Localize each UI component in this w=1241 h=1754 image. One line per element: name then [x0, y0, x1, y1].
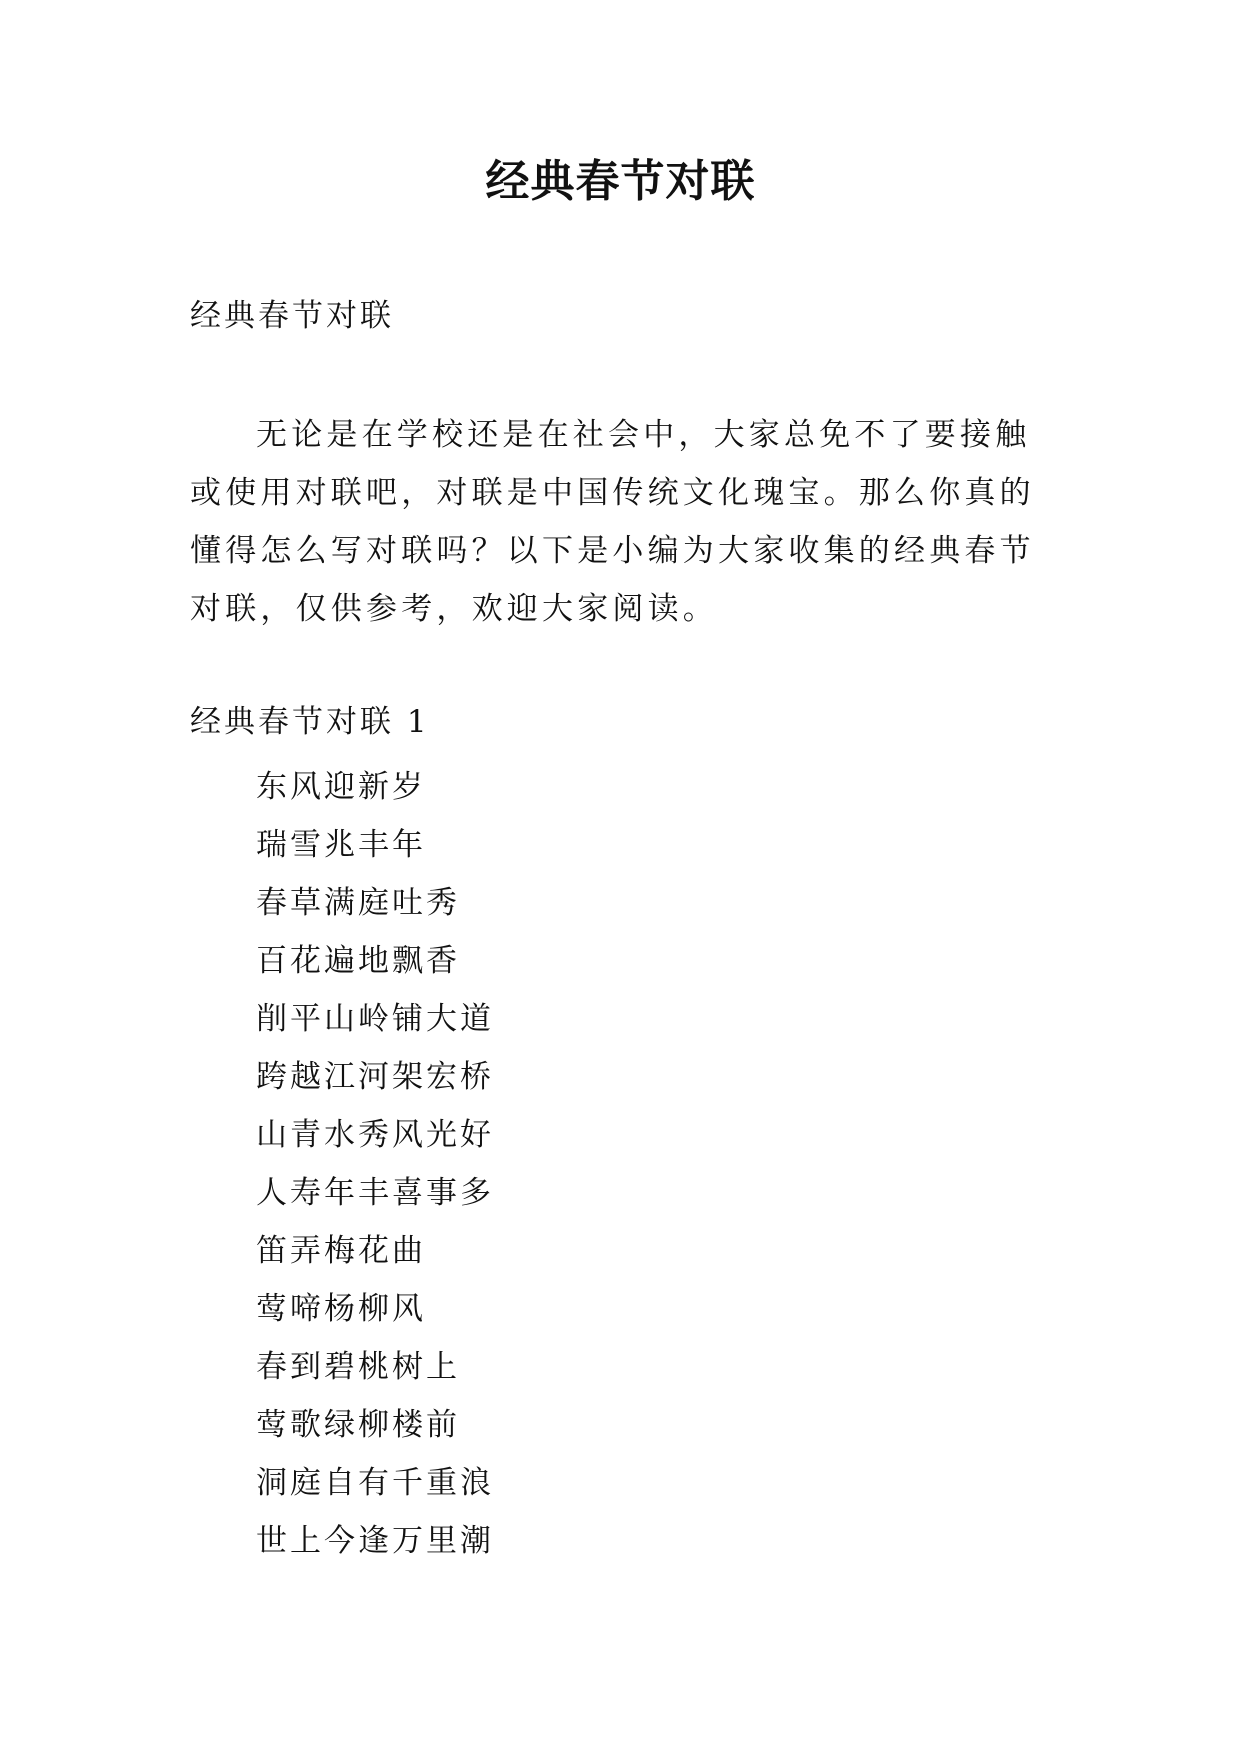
couplet-line: 莺歌绿柳楼前 [256, 1407, 460, 1443]
couplet-line: 东风迎新岁 [256, 769, 426, 805]
couplet-line: 春草满庭吐秀 [256, 885, 460, 921]
document-title: 经典春节对联 [485, 156, 756, 207]
couplet-line: 山青水秀风光好 [256, 1117, 494, 1153]
document-subtitle: 经典春节对联 [190, 298, 394, 334]
couplet-line: 削平山岭铺大道 [256, 1001, 494, 1037]
couplet-line: 人寿年丰喜事多 [256, 1175, 494, 1211]
couplet-line: 跨越江河架宏桥 [256, 1059, 494, 1095]
intro-paragraph: 无论是在学校还是在社会中，大家总免不了要接触或使用对联吧，对联是中国传统文化瑰宝。那么你真的懂得怎么写对联吗？以下是小编为大家收集的经典春节对联，仅供参考，欢迎大家阅读。 [190, 417, 1035, 627]
couplet-line: 笛弄梅花曲 [256, 1233, 426, 1269]
section-heading: 经典春节对联 1 [190, 704, 430, 740]
couplet-line: 世上今逢万里潮 [256, 1523, 494, 1559]
couplet-line: 瑞雪兆丰年 [256, 827, 426, 863]
couplet-line: 莺啼杨柳风 [256, 1291, 426, 1327]
couplet-line: 百花遍地飘香 [256, 943, 460, 979]
couplet-line: 洞庭自有千重浪 [256, 1465, 494, 1501]
couplet-line: 春到碧桃树上 [256, 1349, 460, 1385]
couplet-list [256, 758, 494, 1570]
